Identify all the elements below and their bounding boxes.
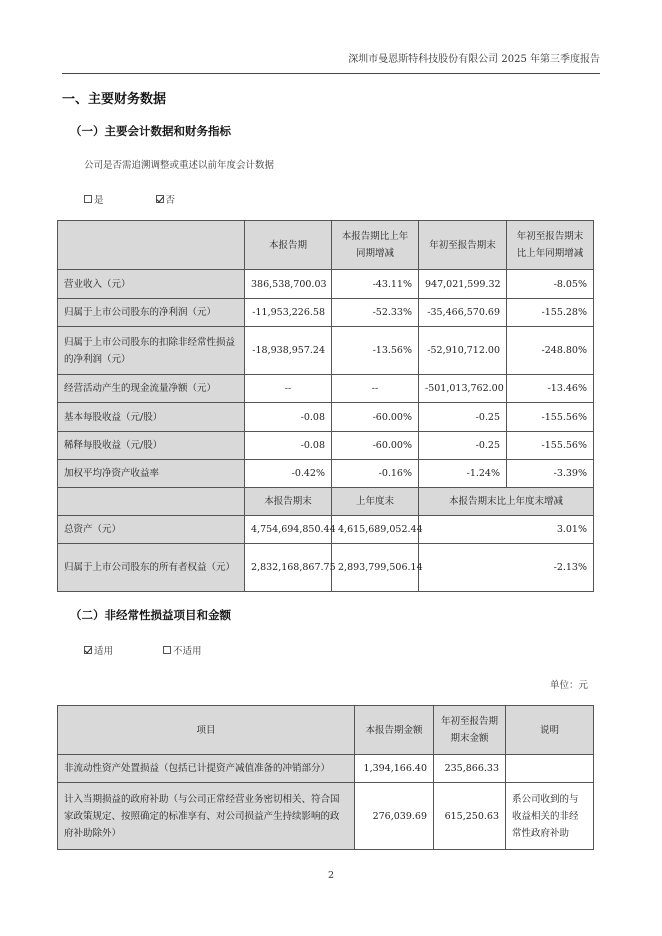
table-cell: -- — [245, 375, 332, 403]
table-cell: -0.08 — [245, 432, 332, 460]
table-row — [58, 432, 594, 460]
table-row — [58, 755, 594, 783]
table-cell: 2,832,168,867.75 — [245, 544, 332, 592]
table-header-cell: 项目 — [58, 706, 355, 755]
row-label: 营业收入（元） — [58, 270, 245, 299]
table-row — [58, 299, 594, 327]
table-row — [58, 403, 594, 432]
row-label: 基本每股收益（元/股） — [58, 403, 245, 432]
row-label: 计入当期损益的政府补助（与公司正常经营业务密切相关、符合国家政策规定、按照确定的标准享有、对公司损益产生持续影响的政府补助除外） — [58, 783, 355, 850]
table-header-cell: 上年度末 — [332, 488, 419, 516]
table-header-cell: 本报告期比上年同期增减 — [332, 221, 419, 270]
table-cell: -155.56% — [507, 403, 594, 432]
table-cell: -52.33% — [332, 299, 419, 327]
table-cell: -2.13% — [419, 544, 594, 592]
non-recurring-table — [57, 705, 594, 850]
row-label: 归属于上市公司股东的所有者权益（元） — [58, 544, 245, 592]
checkbox-unchecked-icon[interactable] — [163, 646, 171, 654]
row-label: 归属于上市公司股东的扣除非经常性损益的净利润（元） — [58, 327, 245, 375]
subsection-title-non-recurring: （二）非经常性损益项目和金额 — [70, 608, 231, 622]
table-cell: -8.05% — [507, 270, 594, 299]
subsection-title-accounting-data: （一）主要会计数据和财务指标 — [70, 124, 231, 138]
row-label: 稀释每股收益（元/股） — [58, 432, 245, 460]
table-header-cell: 本报告期末比上年度末增减 — [419, 488, 594, 516]
page-number: 2 — [327, 870, 335, 881]
table-header-cell: 本报告期末 — [245, 488, 332, 516]
row-label: 经营活动产生的现金流量净额（元） — [58, 375, 245, 403]
table-cell: 3.01% — [419, 516, 594, 544]
table-cell: 4,754,694,850.44 — [245, 516, 332, 544]
table-cell: -1.24% — [419, 460, 507, 488]
table-header-cell: 年初至报告期末 — [419, 221, 507, 270]
table-cell: 386,538,700.03 — [245, 270, 332, 299]
unit-label: 单位：元 — [549, 680, 588, 691]
table-header-cell: 本报告期金额 — [355, 706, 434, 755]
applicable-options — [84, 643, 202, 657]
table-cell: -52,910,712.00 — [419, 327, 507, 375]
table-cell: -0.25 — [419, 403, 507, 432]
table-header-cell — [58, 221, 245, 270]
header-divider — [62, 73, 600, 74]
table-cell: -11,953,226.58 — [245, 299, 332, 327]
table-cell: 1,394,166.40 — [355, 755, 434, 783]
row-label: 总资产（元） — [58, 516, 245, 544]
table-cell: -0.08 — [245, 403, 332, 432]
table-row — [58, 375, 594, 403]
table-cell: 系公司收到的与收益相关的非经常性政府补助 — [506, 783, 594, 850]
table-cell: 615,250.63 — [434, 783, 506, 850]
row-label: 归属于上市公司股东的净利润（元） — [58, 299, 245, 327]
table-cell: -155.56% — [507, 432, 594, 460]
table-cell: -501,013,762.00 — [419, 375, 507, 403]
table-cell: -13.46% — [507, 375, 594, 403]
table-cell: -0.25 — [419, 432, 507, 460]
table-cell: -18,938,957.24 — [245, 327, 332, 375]
checkbox-checked-icon[interactable] — [156, 195, 164, 203]
table-cell — [506, 755, 594, 783]
table-row — [58, 544, 594, 592]
restatement-options — [84, 192, 175, 206]
table-cell: -248.80% — [507, 327, 594, 375]
report-header: 深圳市曼恩斯特科技股份有限公司 2025 年第三季度报告 — [348, 54, 600, 65]
table-cell: -0.42% — [245, 460, 332, 488]
table-cell: -0.16% — [332, 460, 419, 488]
table-row — [58, 327, 594, 375]
table-cell: 276,039.69 — [355, 783, 434, 850]
table-row — [58, 783, 594, 850]
table-cell: -60.00% — [332, 403, 419, 432]
table-header-cell: 说明 — [506, 706, 594, 755]
option-applicable[interactable]: 适用 — [84, 643, 113, 657]
table-cell: -43.11% — [332, 270, 419, 299]
table-header-row — [58, 706, 594, 755]
financial-data-table — [57, 220, 594, 592]
table-cell: 4,615,689,052.44 — [332, 516, 419, 544]
table-cell: -155.28% — [507, 299, 594, 327]
table-cell: 235,866.33 — [434, 755, 506, 783]
table-header-cell: 本报告期 — [245, 221, 332, 270]
table-cell: -- — [332, 375, 419, 403]
table-cell: 947,021,599.32 — [419, 270, 507, 299]
table-cell: 2,893,799,506.14 — [332, 544, 419, 592]
restatement-question: 公司是否需追溯调整或重述以前年度会计数据 — [84, 160, 275, 171]
table-cell: -60.00% — [332, 432, 419, 460]
option-not-applicable[interactable]: 不适用 — [163, 643, 202, 657]
table-cell: -35,466,570.69 — [419, 299, 507, 327]
checkbox-unchecked-icon[interactable] — [84, 195, 92, 203]
table-header-cell: 年初至报告期末比上年同期增减 — [507, 221, 594, 270]
section-title-financial-data: 一、主要财务数据 — [62, 92, 167, 107]
table-cell: -13.56% — [332, 327, 419, 375]
table-row — [58, 460, 594, 488]
row-label: 非流动性资产处置损益（包括已计提资产减值准备的冲销部分） — [58, 755, 355, 783]
table-cell: -3.39% — [507, 460, 594, 488]
table-header-row — [58, 221, 594, 270]
option-yes[interactable]: 是 — [84, 192, 104, 206]
checkbox-checked-icon[interactable] — [84, 646, 92, 654]
row-label: 加权平均净资产收益率 — [58, 460, 245, 488]
table-row — [58, 516, 594, 544]
table-header-cell — [58, 488, 245, 516]
table-header-row — [58, 488, 594, 516]
table-header-cell: 年初至报告期期末金额 — [434, 706, 506, 755]
option-no[interactable]: 否 — [156, 192, 176, 206]
table-row — [58, 270, 594, 299]
